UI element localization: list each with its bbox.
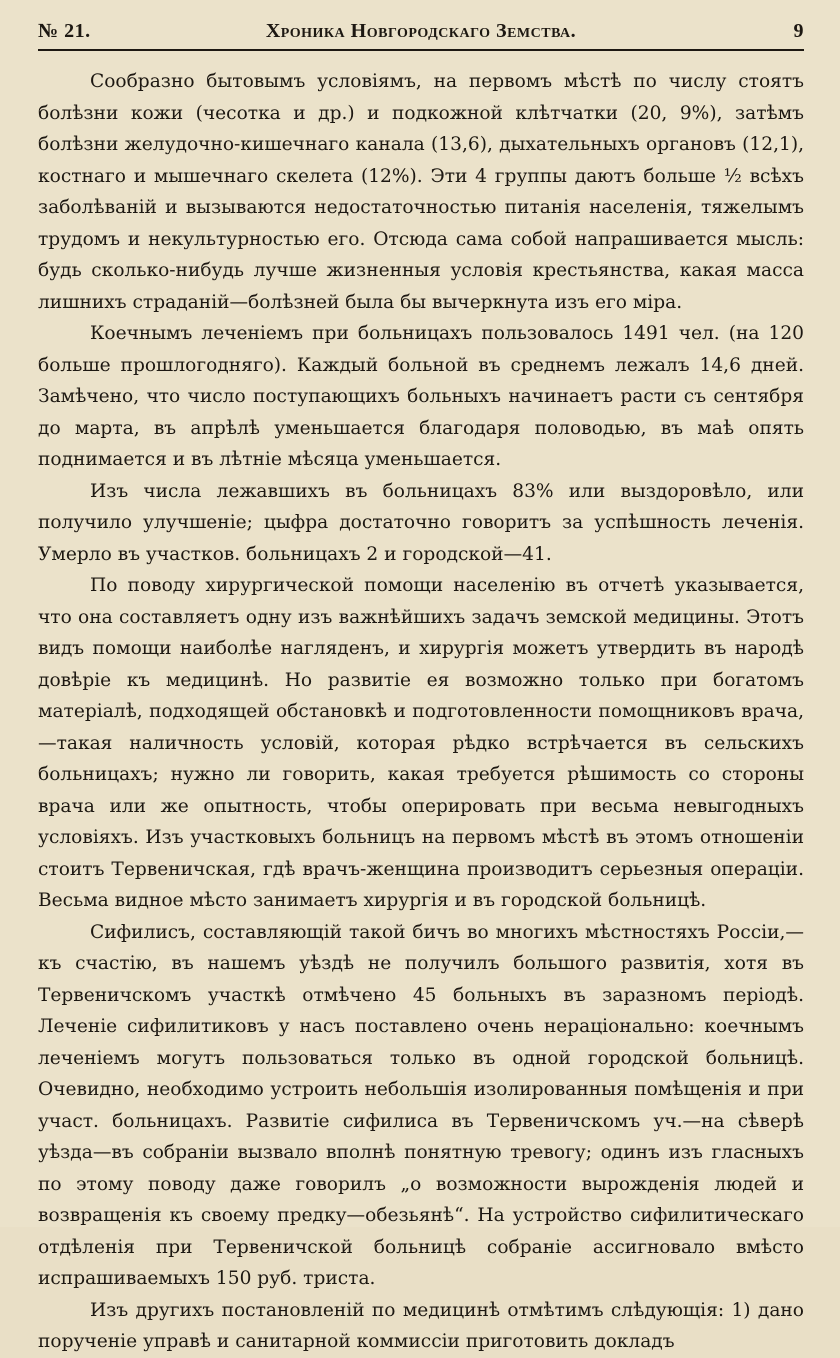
paragraph-4: По поводу хирургической помощи населенію въ отчетѣ указывается, что она составляетъ одну изъ важнѣйшихъ задачъ земской медицины. Этотъ видъ помощи наиболѣе нагляденъ, и хирургія можетъ утвердить въ народѣ довѣріе къ медицинѣ. Но развитіе ея возможно только при богатомъ матеріалѣ, подходящей обстановкѣ и подготовленности помощниковъ врача,—такая наличность условій, которая рѣдко встрѣчается въ сельскихъ больницахъ; нужно ли говорить, какая требуется рѣшимость со стороны врача или же опытность, чтобы оперировать при весьма невыгодныхъ условіяхъ. Изъ участковыхъ больницъ на первомъ мѣстѣ въ этомъ отношеніи стоитъ Тервеничская, гдѣ врачъ-женщина производитъ серьезныя операціи. Весьма видное мѣсто занимаетъ хирургія и въ городской больницѣ. <box>38 575 804 911</box>
paragraph-3: Изъ числа лежавшихъ въ больницахъ 83% или выздоровѣло, или получило улучшеніе; цыфра достаточно говоритъ за успѣшность леченія. Умерло въ участков. больницахъ 2 и городской—41. <box>38 480 804 565</box>
issue-number: № 21. <box>38 20 91 42</box>
paragraph-2: Коечнымъ леченіемъ при больницахъ пользовалось 1491 чел. (на 120 больше прошлогодняго). Каждый больной въ среднемъ лежалъ 14,6 дней. Замѣчено, что число поступающихъ больныхъ начинаетъ расти съ сентября до марта, въ апрѣлѣ уменьшается благодаря половодью, въ маѣ опять поднимается и въ лѣтніе мѣсяца уменьшается. <box>38 323 804 470</box>
page-number: 9 <box>793 20 804 42</box>
article-body <box>38 66 804 1358</box>
journal-title: Хроника Новгородскаго Земства. <box>265 20 577 42</box>
page-header <box>38 20 804 48</box>
paragraph-5: Сифилисъ, составляющій такой бичъ во многихъ мѣстностяхъ Россіи,—къ счастію, въ нашемъ уѣздѣ не получилъ большого развитія, хотя въ Тервеничскомъ участкѣ отмѣчено 45 больныхъ въ заразномъ періодѣ. Леченіе сифилитиковъ у насъ поставлено очень нераціонально: коечнымъ леченіемъ могутъ пользоваться только въ одной городской больницѣ. Очевидно, необходимо устроить небольшія изолированныя помѣщенія и при участ. больницахъ. Развитіе сифилиса въ Тервеничскомъ уч.—на сѣверѣ уѣзда—въ собраніи вызвало вполнѣ понятную тревогу; одинъ изъ гласныхъ по этому поводу даже говорилъ „о возможности вырожденія людей и возвращенія къ своему предку—обезьянѣ“. На устройство сифилитическаго отдѣленія при Тервеничской больницѣ собраніе ассигновало вмѣсто испрашиваемыхъ 150 руб. триста. <box>38 921 804 1289</box>
paragraph-6: Изъ другихъ постановленій по медицинѣ отмѣтимъ слѣдующія: 1) дано порученіе управѣ и санитарной коммиссіи приготовить докладъ <box>38 1299 804 1352</box>
paragraph-1: Сообразно бытовымъ условіямъ, на первомъ мѣстѣ по числу стоятъ болѣзни кожи (чесотка и др.) и подкожной клѣтчатки (20, 9%), затѣмъ болѣзни желудочно-кишечнаго канала (13,6), дыхательныхъ органовъ (12,1), костнаго и мышечнаго скелета (12%). Эти 4 группы даютъ больше ½ всѣхъ заболѣваній и вызываются недостаточностью питанія населенія, тяжелымъ трудомъ и некультурностью его. Отсюда сама собой напрашивается мысль: будь сколько-нибудь лучше жизненныя условія крестьянства, какая масса лишнихъ страданій—болѣзней была бы вычеркнута изъ его міра. <box>38 71 804 313</box>
header-rule <box>38 49 804 51</box>
